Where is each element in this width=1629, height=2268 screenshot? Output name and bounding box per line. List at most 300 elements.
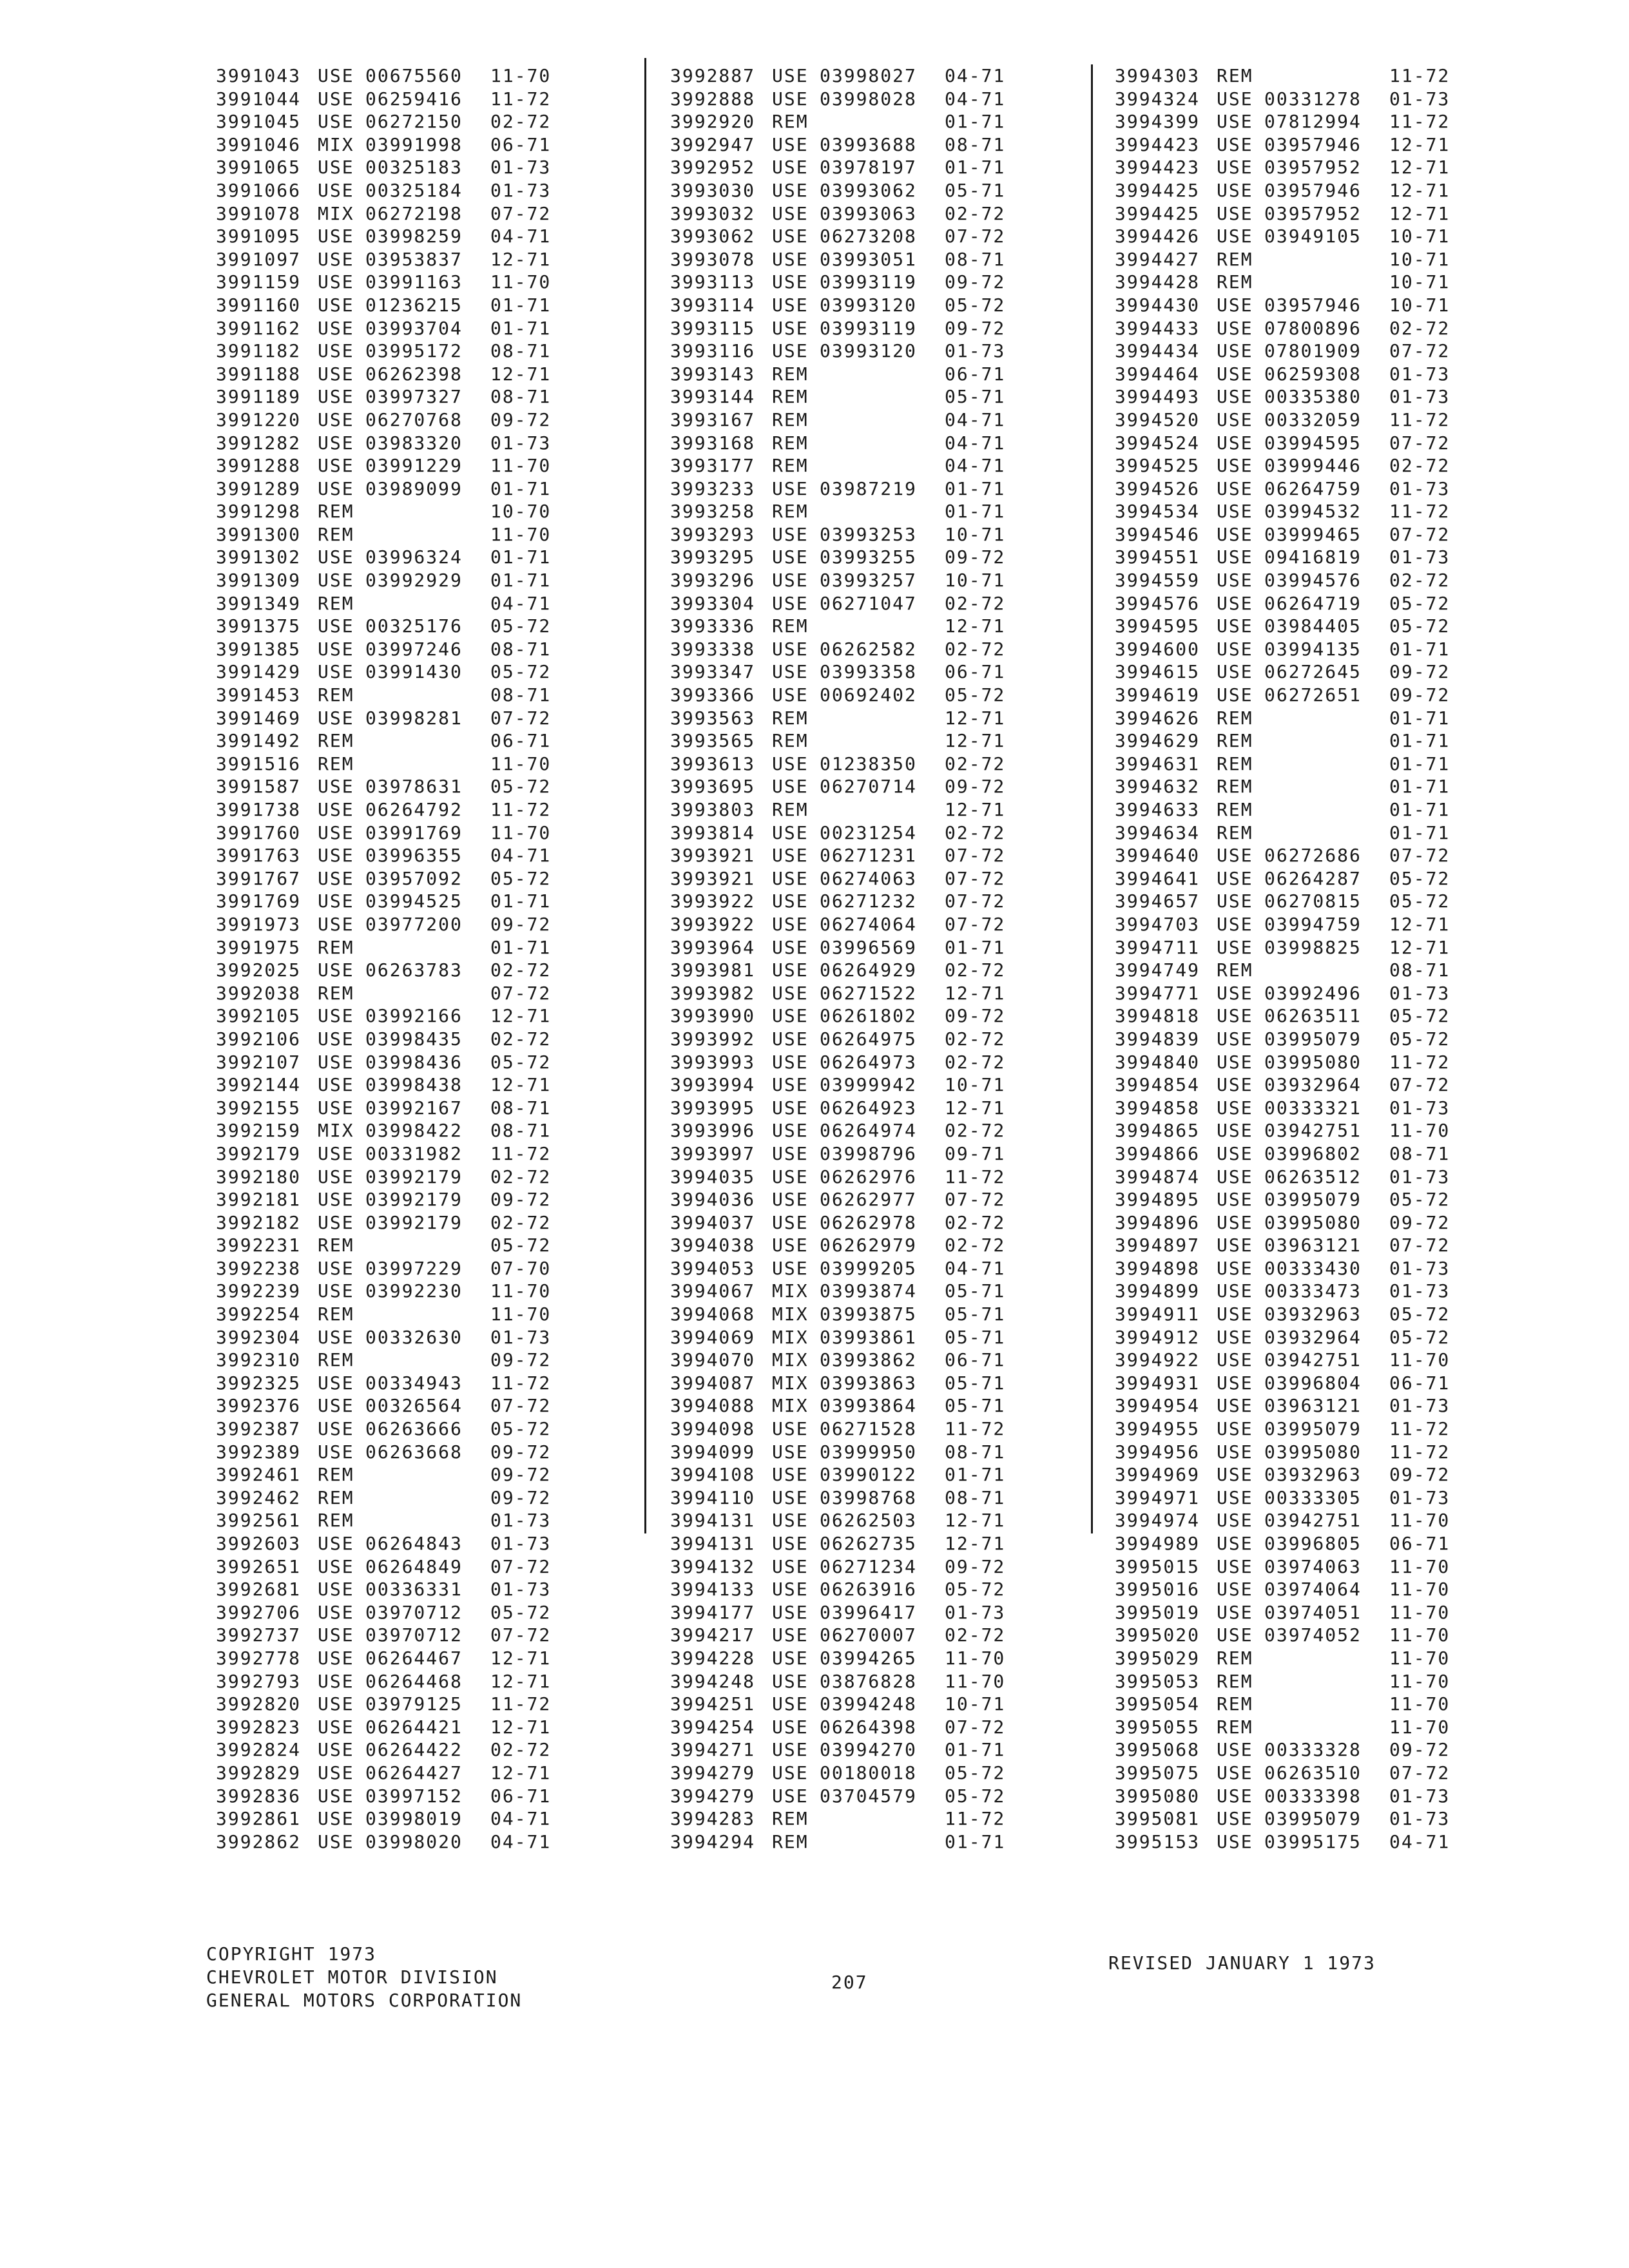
part-number: 3993982 bbox=[670, 982, 756, 1004]
part-number: 3991298 bbox=[216, 501, 302, 523]
action-code: USE bbox=[318, 1808, 354, 1830]
effective-date: 02-72 bbox=[490, 111, 552, 133]
action-code: MIX bbox=[772, 1349, 809, 1371]
action-code: USE bbox=[318, 1051, 354, 1073]
part-number: 3991189 bbox=[216, 386, 302, 408]
effective-date: 01-71 bbox=[1389, 776, 1451, 798]
part-number: 3991453 bbox=[216, 684, 302, 706]
action-code: USE bbox=[318, 570, 354, 591]
action-code: USE bbox=[772, 1486, 809, 1508]
table-row bbox=[216, 385, 561, 408]
action-code: USE bbox=[1217, 133, 1253, 155]
action-code: USE bbox=[772, 179, 809, 201]
action-code: REM bbox=[1217, 799, 1253, 820]
part-number: 3992862 bbox=[216, 1831, 302, 1852]
replacement-number: 03994532 bbox=[1264, 501, 1362, 523]
part-number: 3992180 bbox=[216, 1166, 302, 1187]
replacement-number: 03994135 bbox=[1264, 638, 1362, 660]
action-code: USE bbox=[1217, 1510, 1253, 1532]
action-code: USE bbox=[318, 1166, 354, 1187]
action-code: USE bbox=[772, 936, 809, 958]
effective-date: 09-72 bbox=[1389, 1211, 1451, 1233]
replacement-number: 03993861 bbox=[820, 1326, 917, 1348]
effective-date: 11-72 bbox=[1389, 1418, 1451, 1440]
table-row bbox=[1115, 707, 1460, 730]
part-number: 3993062 bbox=[670, 226, 756, 247]
replacement-number: 03998281 bbox=[365, 707, 463, 729]
table-row bbox=[1115, 982, 1460, 1005]
table-row bbox=[670, 248, 1016, 271]
replacement-number: 03994759 bbox=[1264, 913, 1362, 935]
effective-date: 04-71 bbox=[490, 592, 552, 614]
part-number: 3994749 bbox=[1115, 959, 1200, 981]
action-code: USE bbox=[318, 1716, 354, 1738]
action-code: USE bbox=[1217, 408, 1253, 430]
effective-date: 05-71 bbox=[945, 1303, 1006, 1325]
action-code: USE bbox=[318, 386, 354, 408]
part-number: 3992181 bbox=[216, 1189, 302, 1211]
replacement-number: 03949105 bbox=[1264, 226, 1362, 247]
table-row bbox=[1115, 271, 1460, 294]
part-number: 3995016 bbox=[1115, 1579, 1200, 1600]
replacement-number: 06271232 bbox=[820, 890, 917, 912]
part-number: 3995068 bbox=[1115, 1739, 1200, 1761]
effective-date: 11-70 bbox=[490, 753, 552, 774]
effective-date: 08-71 bbox=[490, 1097, 552, 1119]
action-code: USE bbox=[772, 570, 809, 591]
action-code: USE bbox=[318, 1097, 354, 1119]
effective-date: 12-71 bbox=[490, 1670, 552, 1692]
part-number: 3994271 bbox=[670, 1739, 756, 1761]
table-row bbox=[670, 523, 1016, 546]
effective-date: 01-73 bbox=[1389, 1257, 1451, 1279]
effective-date: 06-71 bbox=[490, 1785, 552, 1807]
action-code: USE bbox=[772, 592, 809, 614]
part-number: 3991763 bbox=[216, 845, 302, 867]
replacement-number: 06264398 bbox=[820, 1716, 917, 1738]
replacement-number: 03996804 bbox=[1264, 1372, 1362, 1394]
effective-date: 11-70 bbox=[1389, 1647, 1451, 1669]
action-code: USE bbox=[318, 111, 354, 133]
action-code: USE bbox=[1217, 455, 1253, 477]
effective-date: 04-71 bbox=[490, 1808, 552, 1830]
table-row bbox=[1115, 88, 1460, 111]
effective-date: 11-70 bbox=[1389, 1716, 1451, 1738]
replacement-number: 03992230 bbox=[365, 1280, 463, 1302]
effective-date: 01-73 bbox=[490, 1326, 552, 1348]
table-row bbox=[216, 1716, 561, 1739]
replacement-number: 03957952 bbox=[1264, 157, 1362, 178]
replacement-number: 06259416 bbox=[365, 88, 463, 110]
replacement-number: 06262976 bbox=[820, 1166, 917, 1187]
effective-date: 10-71 bbox=[1389, 226, 1451, 247]
corporation-line: GENERAL MOTORS CORPORATION bbox=[206, 1990, 523, 2011]
action-code: MIX bbox=[772, 1395, 809, 1417]
part-number: 3993167 bbox=[670, 408, 756, 430]
part-number: 3994251 bbox=[670, 1693, 756, 1715]
action-code: USE bbox=[1217, 1166, 1253, 1187]
table-row bbox=[216, 707, 561, 730]
action-code: USE bbox=[1217, 1097, 1253, 1119]
effective-date: 08-71 bbox=[490, 638, 552, 660]
table-row bbox=[670, 1532, 1016, 1555]
action-code: REM bbox=[772, 386, 809, 408]
effective-date: 08-71 bbox=[490, 684, 552, 706]
replacement-number: 00325176 bbox=[365, 615, 463, 637]
action-code: REM bbox=[1217, 822, 1253, 843]
table-row bbox=[1115, 1555, 1460, 1579]
effective-date: 05-72 bbox=[1389, 1005, 1451, 1027]
replacement-number: 03998436 bbox=[365, 1051, 463, 1073]
table-row bbox=[1115, 1807, 1460, 1831]
effective-date: 06-71 bbox=[945, 661, 1006, 683]
part-number: 3994912 bbox=[1115, 1326, 1200, 1348]
part-number: 3991045 bbox=[216, 111, 302, 133]
effective-date: 12-71 bbox=[945, 1097, 1006, 1119]
action-code: REM bbox=[772, 363, 809, 385]
replacement-number: 03974064 bbox=[1264, 1579, 1362, 1600]
replacement-number: 03993062 bbox=[820, 179, 917, 201]
effective-date: 06-71 bbox=[945, 1349, 1006, 1371]
table-row bbox=[670, 890, 1016, 913]
action-code: USE bbox=[318, 1189, 354, 1211]
table-row bbox=[216, 248, 561, 271]
table-row bbox=[1115, 1831, 1460, 1854]
part-number: 3994433 bbox=[1115, 317, 1200, 339]
action-code: USE bbox=[318, 1762, 354, 1783]
table-row bbox=[1115, 133, 1460, 157]
effective-date: 12-71 bbox=[490, 1005, 552, 1027]
table-row bbox=[670, 1349, 1016, 1372]
table-row bbox=[216, 408, 561, 432]
replacement-number: 06264468 bbox=[365, 1670, 463, 1692]
part-number: 3992920 bbox=[670, 111, 756, 133]
part-number: 3994217 bbox=[670, 1624, 756, 1646]
effective-date: 01-71 bbox=[945, 1739, 1006, 1761]
table-row bbox=[1115, 1303, 1460, 1326]
effective-date: 02-72 bbox=[490, 1166, 552, 1187]
part-number: 3995019 bbox=[1115, 1601, 1200, 1623]
part-number: 3991767 bbox=[216, 867, 302, 889]
table-row bbox=[216, 1004, 561, 1028]
part-number: 3993921 bbox=[670, 867, 756, 889]
table-row bbox=[670, 1738, 1016, 1762]
effective-date: 01-71 bbox=[1389, 753, 1451, 774]
action-code: REM bbox=[772, 408, 809, 430]
part-number: 3994427 bbox=[1115, 248, 1200, 270]
effective-date: 05-72 bbox=[1389, 592, 1451, 614]
table-row bbox=[670, 454, 1016, 477]
part-number: 3994324 bbox=[1115, 88, 1200, 110]
action-code: REM bbox=[772, 501, 809, 523]
action-code: REM bbox=[318, 501, 354, 523]
table-row bbox=[670, 385, 1016, 408]
part-number: 3994248 bbox=[670, 1670, 756, 1692]
action-code: USE bbox=[1217, 1028, 1253, 1050]
part-number: 3994279 bbox=[670, 1762, 756, 1783]
action-code: USE bbox=[1217, 1418, 1253, 1440]
replacement-number: 03987219 bbox=[820, 477, 917, 499]
replacement-number: 06262503 bbox=[820, 1510, 917, 1532]
part-number: 3994423 bbox=[1115, 157, 1200, 178]
table-row bbox=[670, 638, 1016, 661]
table-row bbox=[216, 454, 561, 477]
part-number: 3991309 bbox=[216, 570, 302, 591]
action-code: USE bbox=[772, 1579, 809, 1600]
action-code: USE bbox=[318, 1739, 354, 1761]
part-number: 3993995 bbox=[670, 1097, 756, 1119]
action-code: USE bbox=[772, 684, 809, 706]
table-row bbox=[1115, 432, 1460, 455]
table-row bbox=[1115, 660, 1460, 684]
effective-date: 01-73 bbox=[1389, 1486, 1451, 1508]
action-code: REM bbox=[1217, 1670, 1253, 1692]
part-number: 3994818 bbox=[1115, 1005, 1200, 1027]
effective-date: 07-72 bbox=[1389, 432, 1451, 454]
action-code: USE bbox=[318, 226, 354, 247]
part-number: 3992836 bbox=[216, 1785, 302, 1807]
table-row bbox=[216, 1257, 561, 1280]
part-number: 3994955 bbox=[1115, 1418, 1200, 1440]
action-code: USE bbox=[772, 271, 809, 293]
effective-date: 02-72 bbox=[490, 1028, 552, 1050]
replacement-number: 03996355 bbox=[365, 845, 463, 867]
part-number: 3992861 bbox=[216, 1808, 302, 1830]
action-code: USE bbox=[1217, 1579, 1253, 1600]
replacement-number: 00331982 bbox=[365, 1142, 463, 1164]
replacement-number: 03990122 bbox=[820, 1464, 917, 1486]
part-number: 3992461 bbox=[216, 1464, 302, 1486]
replacement-number: 03995175 bbox=[1264, 1831, 1362, 1852]
table-row bbox=[216, 798, 561, 822]
table-row bbox=[670, 1807, 1016, 1831]
table-row bbox=[670, 1486, 1016, 1510]
action-code: USE bbox=[772, 340, 809, 362]
effective-date: 11-72 bbox=[490, 799, 552, 820]
action-code: USE bbox=[318, 1326, 354, 1348]
action-code: USE bbox=[318, 1395, 354, 1417]
part-number: 3992105 bbox=[216, 1005, 302, 1027]
table-row bbox=[1115, 156, 1460, 179]
part-number: 3994425 bbox=[1115, 179, 1200, 201]
table-row bbox=[216, 753, 561, 776]
table-row bbox=[670, 294, 1016, 317]
action-code: REM bbox=[772, 455, 809, 477]
action-code: USE bbox=[772, 1418, 809, 1440]
part-number: 3991066 bbox=[216, 179, 302, 201]
table-row bbox=[216, 1509, 561, 1532]
table-row bbox=[216, 1372, 561, 1395]
part-number: 3995053 bbox=[1115, 1670, 1200, 1692]
effective-date: 07-72 bbox=[945, 226, 1006, 247]
effective-date: 01-71 bbox=[1389, 822, 1451, 843]
replacement-number: 03993704 bbox=[365, 317, 463, 339]
effective-date: 01-71 bbox=[490, 317, 552, 339]
replacement-number: 03979125 bbox=[365, 1693, 463, 1715]
replacement-number: 03992496 bbox=[1264, 982, 1362, 1004]
part-number: 3991587 bbox=[216, 776, 302, 798]
table-row bbox=[670, 1142, 1016, 1166]
table-row bbox=[216, 202, 561, 226]
part-number: 3992887 bbox=[670, 65, 756, 86]
parts-column-3 bbox=[1115, 64, 1460, 1853]
effective-date: 12-71 bbox=[490, 363, 552, 385]
part-number: 3992823 bbox=[216, 1716, 302, 1738]
effective-date: 05-71 bbox=[945, 1280, 1006, 1302]
table-row bbox=[1115, 844, 1460, 867]
table-row bbox=[670, 1693, 1016, 1716]
effective-date: 09-72 bbox=[490, 1464, 552, 1486]
replacement-number: 00231254 bbox=[820, 822, 917, 843]
action-code: USE bbox=[318, 157, 354, 178]
action-code: USE bbox=[1217, 1257, 1253, 1279]
action-code: USE bbox=[318, 1670, 354, 1692]
table-row bbox=[1115, 385, 1460, 408]
effective-date: 01-71 bbox=[490, 294, 552, 316]
action-code: USE bbox=[772, 1166, 809, 1187]
action-code: REM bbox=[1217, 1716, 1253, 1738]
table-row bbox=[216, 959, 561, 982]
effective-date: 08-71 bbox=[945, 1486, 1006, 1508]
part-number: 3992389 bbox=[216, 1441, 302, 1463]
replacement-number: 06264974 bbox=[820, 1120, 917, 1142]
action-code: MIX bbox=[318, 202, 354, 224]
table-row bbox=[670, 432, 1016, 455]
effective-date: 02-72 bbox=[945, 822, 1006, 843]
part-number: 3994629 bbox=[1115, 730, 1200, 752]
action-code: USE bbox=[1217, 867, 1253, 889]
table-row bbox=[670, 1234, 1016, 1257]
replacement-number: 03942751 bbox=[1264, 1349, 1362, 1371]
part-number: 3993114 bbox=[670, 294, 756, 316]
table-row bbox=[216, 1486, 561, 1510]
action-code: USE bbox=[318, 317, 354, 339]
action-code: USE bbox=[318, 661, 354, 683]
replacement-number: 00333305 bbox=[1264, 1486, 1362, 1508]
part-number: 3992179 bbox=[216, 1142, 302, 1164]
effective-date: 05-72 bbox=[945, 1785, 1006, 1807]
replacement-number: 06262735 bbox=[820, 1533, 917, 1554]
replacement-number: 03876828 bbox=[820, 1670, 917, 1692]
table-row bbox=[670, 1257, 1016, 1280]
action-code: USE bbox=[1217, 179, 1253, 201]
part-number: 3992561 bbox=[216, 1510, 302, 1532]
table-row bbox=[1115, 729, 1460, 753]
part-number: 3995015 bbox=[1115, 1555, 1200, 1577]
effective-date: 01-73 bbox=[1389, 363, 1451, 385]
action-code: REM bbox=[318, 1303, 354, 1325]
action-code: USE bbox=[1217, 1142, 1253, 1164]
effective-date: 04-71 bbox=[945, 1257, 1006, 1279]
action-code: USE bbox=[318, 890, 354, 912]
effective-date: 07-72 bbox=[945, 845, 1006, 867]
replacement-number: 03932963 bbox=[1264, 1303, 1362, 1325]
replacement-number: 03997246 bbox=[365, 638, 463, 660]
effective-date: 01-73 bbox=[1389, 982, 1451, 1004]
part-number: 3994626 bbox=[1115, 707, 1200, 729]
replacement-number: 06264287 bbox=[1264, 867, 1362, 889]
part-number: 3992706 bbox=[216, 1601, 302, 1623]
replacement-number: 03998825 bbox=[1264, 936, 1362, 958]
table-row bbox=[1115, 523, 1460, 546]
table-row bbox=[670, 1624, 1016, 1647]
table-row bbox=[216, 1119, 561, 1142]
replacement-number: 00332059 bbox=[1264, 408, 1362, 430]
action-code: MIX bbox=[772, 1280, 809, 1302]
replacement-number: 03991430 bbox=[365, 661, 463, 683]
action-code: USE bbox=[318, 1005, 354, 1027]
part-number: 3991162 bbox=[216, 317, 302, 339]
table-row bbox=[216, 1670, 561, 1693]
part-number: 3994283 bbox=[670, 1808, 756, 1830]
table-row bbox=[216, 1326, 561, 1349]
table-row bbox=[670, 88, 1016, 111]
part-number: 3993143 bbox=[670, 363, 756, 385]
table-row bbox=[1115, 1097, 1460, 1120]
effective-date: 09-72 bbox=[945, 271, 1006, 293]
effective-date: 12-71 bbox=[945, 615, 1006, 637]
replacement-number: 03998796 bbox=[820, 1142, 917, 1164]
effective-date: 10-71 bbox=[945, 1074, 1006, 1096]
effective-date: 04-71 bbox=[490, 1831, 552, 1852]
effective-date: 09-72 bbox=[945, 317, 1006, 339]
effective-date: 05-72 bbox=[1389, 1303, 1451, 1325]
table-row bbox=[670, 775, 1016, 798]
table-row bbox=[1115, 638, 1460, 661]
part-number: 3994632 bbox=[1115, 776, 1200, 798]
effective-date: 12-71 bbox=[1389, 913, 1451, 935]
effective-date: 01-73 bbox=[490, 1533, 552, 1554]
effective-date: 11-70 bbox=[945, 1647, 1006, 1669]
action-code: USE bbox=[1217, 546, 1253, 568]
replacement-number: 03998438 bbox=[365, 1074, 463, 1096]
action-code: USE bbox=[1217, 982, 1253, 1004]
action-code: USE bbox=[1217, 386, 1253, 408]
replacement-number: 03991229 bbox=[365, 455, 463, 477]
table-row bbox=[670, 1555, 1016, 1579]
part-number: 3994971 bbox=[1115, 1486, 1200, 1508]
table-row bbox=[1115, 1119, 1460, 1142]
table-row bbox=[1115, 913, 1460, 936]
replacement-number: 03983320 bbox=[365, 432, 463, 454]
effective-date: 09-72 bbox=[945, 776, 1006, 798]
part-number: 3991738 bbox=[216, 799, 302, 820]
part-number: 3994898 bbox=[1115, 1257, 1200, 1279]
replacement-number: 06272651 bbox=[1264, 684, 1362, 706]
action-code: USE bbox=[772, 1028, 809, 1050]
effective-date: 05-72 bbox=[490, 1051, 552, 1073]
replacement-number: 06271231 bbox=[820, 845, 917, 867]
action-code: USE bbox=[772, 88, 809, 110]
effective-date: 09-72 bbox=[1389, 661, 1451, 683]
part-number: 3995054 bbox=[1115, 1693, 1200, 1715]
action-code: USE bbox=[318, 1418, 354, 1440]
replacement-number: 00326564 bbox=[365, 1395, 463, 1417]
action-code: USE bbox=[318, 822, 354, 843]
effective-date: 02-72 bbox=[945, 1211, 1006, 1233]
action-code: USE bbox=[318, 1441, 354, 1463]
effective-date: 08-71 bbox=[945, 133, 1006, 155]
table-row bbox=[216, 1166, 561, 1189]
replacement-number: 03993051 bbox=[820, 248, 917, 270]
part-number: 3992304 bbox=[216, 1326, 302, 1348]
replacement-number: 03995079 bbox=[1264, 1418, 1362, 1440]
table-row bbox=[1115, 867, 1460, 890]
action-code: USE bbox=[1217, 1235, 1253, 1256]
effective-date: 01-71 bbox=[945, 501, 1006, 523]
part-number: 3992888 bbox=[670, 88, 756, 110]
table-row bbox=[1115, 1509, 1460, 1532]
